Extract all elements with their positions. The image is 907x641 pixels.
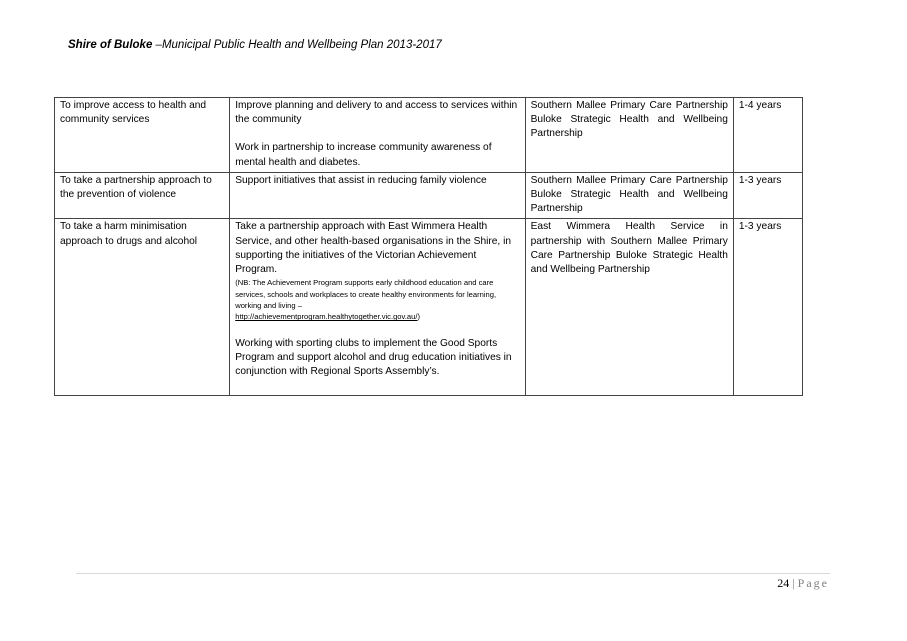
note-close: ) (417, 312, 420, 322)
action-cell (230, 219, 525, 396)
timeframe-cell (733, 219, 802, 396)
objective-cell (55, 172, 230, 219)
table-row (55, 172, 803, 219)
objective-text: To take a partnership approach to the prevention of violence (60, 174, 212, 201)
objective-cell (55, 98, 230, 173)
page-number: 24 (777, 576, 790, 590)
footer-divider (76, 573, 830, 574)
objective-cell (55, 219, 230, 396)
action-cell (230, 98, 525, 173)
header-organisation: Shire of Buloke (68, 39, 153, 51)
action-text: Support initiatives that assist in reducing family violence (235, 174, 487, 186)
action-text: Take a partnership approach with East Wimmera Health Service, and other health-based organisations in the Shire, in supporting the initiatives of the Victorian Achievement Program. (235, 221, 512, 276)
objective-text: To take a harm minimisation approach to drugs and alcohol (60, 221, 198, 247)
objective-text: To improve access to health and community services (60, 100, 207, 126)
action-text: Working with sporting clubs to implement the Good Sports Program and support alcohol and drug education initiatives in conjunction with Regional Sports Assembly’s. (235, 337, 512, 378)
partners-text: Southern Mallee Primary Care Partnership Buloke Strategic Health and Wellbeing Partnership (530, 174, 728, 215)
timeframe-text: 1-4 years (738, 100, 782, 111)
timeframe-text: 1-3 years (738, 221, 782, 233)
page-word: Page (797, 576, 829, 590)
partners-cell (525, 172, 733, 219)
action-text: Work in partnership to increase community awareness of mental health and diabetes. (235, 142, 492, 168)
table-row (55, 98, 803, 173)
timeframe-text: 1-3 years (738, 174, 782, 186)
footer-separator: | (789, 576, 798, 590)
partners-text: Southern Mallee Primary Care Partnership Buloke Strategic Health and Wellbeing Partnership (530, 100, 728, 140)
partners-cell (525, 219, 733, 396)
action-plan-table (54, 97, 803, 396)
timeframe-cell (733, 98, 802, 173)
achievement-program-link[interactable]: http://achievementprogram.healthytogether.vic.gov.au/ (235, 312, 418, 322)
achievement-program-note (235, 277, 519, 323)
action-cell (230, 172, 525, 219)
partners-cell (525, 98, 733, 173)
document-header (68, 39, 442, 51)
action-text: Improve planning and delivery to and access to services within the community (235, 100, 518, 126)
note-text: (NB: The Achievement Program supports early childhood education and care services, schools and workplaces to create healthy environments for learning, working and living – (235, 278, 497, 311)
partners-text: East Wimmera Health Service in partnership with Southern Mallee Primary Care Partnership Buloke Strategic Health and Wellbeing Partnership (530, 221, 728, 276)
timeframe-cell (733, 172, 802, 219)
table-row (55, 219, 803, 396)
page-footer (777, 576, 829, 591)
header-plan-title: –Municipal Public Health and Wellbeing Plan 2013-2017 (152, 39, 442, 51)
